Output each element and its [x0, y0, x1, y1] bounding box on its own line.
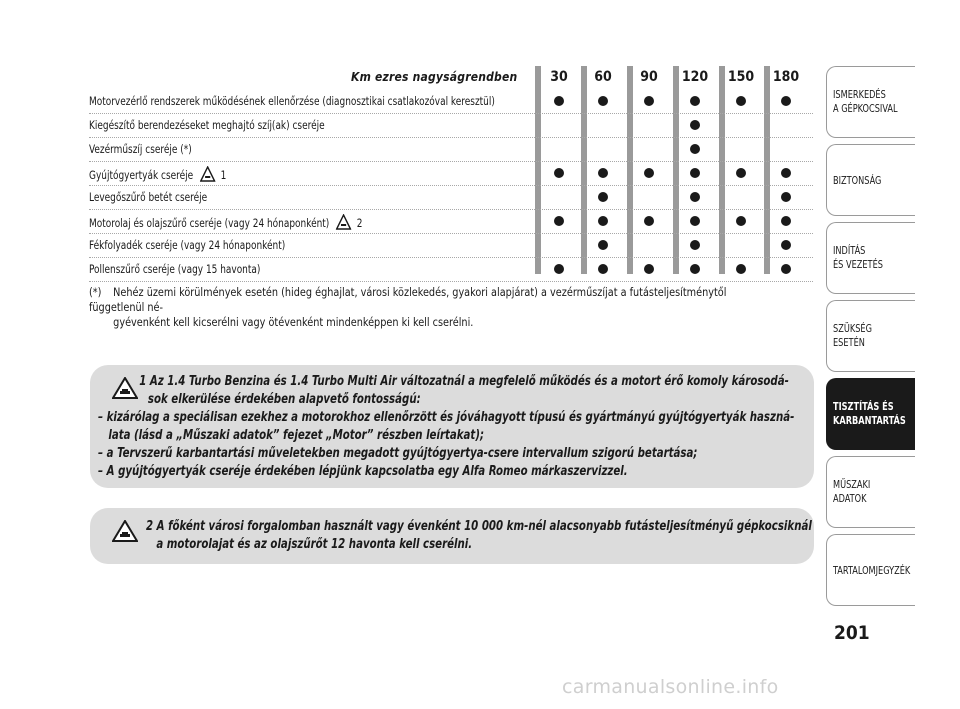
column-header-90: 90 [640, 69, 658, 85]
chapter-tab[interactable] [826, 300, 915, 372]
column-header-120: 120 [681, 69, 709, 85]
footnote-mark: (*) [89, 285, 102, 299]
car-lift-warning-icon [112, 520, 138, 546]
page-number: 201 [834, 622, 870, 644]
row-label [89, 142, 192, 156]
row-label-text: Levegőszűrő betét cseréje [89, 190, 208, 204]
footnote-line-1: Nehéz üzemi körülmények esetén (hideg éghajlat, városi közlekedés, gyakori alapjárat) a vezérműszíjat a futásteljesítménytől függetlenül né- [89, 285, 727, 314]
service-dot [736, 216, 746, 226]
row-label [89, 166, 226, 185]
service-dot [554, 216, 564, 226]
row-label [89, 262, 260, 276]
table-row [89, 138, 813, 162]
warning-2-text [146, 518, 812, 554]
service-dot [690, 216, 700, 226]
service-dot [781, 96, 791, 106]
service-dot [644, 168, 654, 178]
service-dot [554, 168, 564, 178]
table-row [89, 234, 813, 258]
chapter-tab-label: SZÜKSÉG [833, 323, 872, 335]
service-dot [598, 264, 608, 274]
row-label-text: Motorolaj és olajszűrő cseréje (vagy 24 hónaponként) [89, 216, 330, 230]
table-title: Km ezres nagyságrendben [351, 70, 518, 84]
service-dot [781, 168, 791, 178]
row-label-text: Pollenszűrő cseréje (vagy 15 havonta) [89, 262, 261, 276]
service-dot [690, 240, 700, 250]
service-dot [781, 264, 791, 274]
chapter-tab-label: ÉS VEZETÉS [833, 259, 883, 271]
column-header-60: 60 [594, 69, 612, 85]
service-dot [554, 96, 564, 106]
footnote [89, 285, 768, 330]
service-dot [690, 192, 700, 202]
service-dot [736, 264, 746, 274]
chapter-tab-label: TARTALOMJEGYZÉK [833, 565, 911, 577]
column-header-150: 150 [727, 69, 755, 85]
warning-1-line-2: sok elkerülése érdekében alapvető fontosságú: [147, 392, 421, 407]
service-dot [781, 216, 791, 226]
row-label-text: Vezérműszíj cseréje (*) [89, 142, 192, 156]
warning-2-line-1: 2 A főként városi forgalomban használt vagy évenként 10 000 km-nél alacsonyabb futásteljesítményű gépkocsiknál [146, 519, 812, 534]
chapter-tab-label: ISMERKEDÉS [833, 89, 886, 101]
chapter-tab-label: BIZTONSÁG [833, 175, 882, 187]
chapter-tab-label: ESETÉN [833, 337, 865, 349]
service-dot [690, 96, 700, 106]
service-dot [781, 192, 791, 202]
service-dot [690, 120, 700, 130]
row-label-text: Fékfolyadék cseréje (vagy 24 hónaponként) [89, 238, 286, 252]
row-label-text: Gyújtógyertyák cseréje [89, 168, 194, 182]
chapter-tab-label: ADATOK [833, 493, 867, 505]
car-lift-warning-icon [200, 166, 215, 185]
table-row [89, 90, 813, 114]
service-dot [736, 96, 746, 106]
chapter-tab[interactable] [826, 222, 915, 294]
watermark: carmanualsonline.info [562, 676, 779, 698]
service-dot [644, 96, 654, 106]
row-label [89, 238, 285, 252]
service-dot [598, 192, 608, 202]
row-label-text: Kiegészítő berendezéseket meghajtó szíj(ak) cseréje [89, 118, 325, 132]
warning-2-line-2: a motorolajat és az olajszűrőt 12 havonta kell cserélni. [156, 537, 473, 552]
chapter-tab-label: INDÍTÁS [833, 245, 866, 257]
service-dot [736, 168, 746, 178]
warning-1-text [98, 373, 794, 481]
service-dot [781, 240, 791, 250]
table-row [89, 210, 813, 234]
service-dot [690, 168, 700, 178]
chapter-tab[interactable] [826, 456, 915, 528]
warning-1-line-6: – A gyújtógyertyák cseréje érdekében lépjünk kapcsolatba egy Alfa Romeo márkaszervizzel. [98, 464, 628, 479]
service-dot [644, 264, 654, 274]
chapter-tab[interactable] [826, 378, 915, 450]
service-dot [644, 216, 654, 226]
chapter-tabs [826, 66, 915, 612]
service-dot [690, 264, 700, 274]
service-dot [690, 144, 700, 154]
row-label-text: Motorvezérlő rendszerek működésének ellenőrzése (diagnosztikai csatlakozóval keresztül) [89, 94, 495, 108]
service-dot [598, 216, 608, 226]
row-note-number: 1 [220, 168, 227, 182]
service-dot [554, 264, 564, 274]
chapter-tab-label: A GÉPKOCSIVAL [833, 103, 898, 115]
table-header [89, 66, 813, 90]
chapter-tab[interactable] [826, 534, 915, 606]
warning-1-line-3: – kizárólag a speciálisan ezekhez a motorokhoz ellenőrzött és jóváhagyott típusú és gyártmányú gyújtógyertyák haszná- [98, 410, 795, 425]
chapter-tab-label: MŰSZAKI [833, 479, 871, 491]
row-label [89, 214, 363, 233]
table-row [89, 258, 813, 282]
column-header-180: 180 [772, 69, 800, 85]
row-note-number: 2 [356, 216, 363, 230]
service-dot [598, 240, 608, 250]
warning-box-oil-change [90, 508, 814, 564]
car-lift-warning-icon [336, 214, 351, 233]
warning-1-line-4: lata (lásd a „Műszaki adatok” fejezet „Motor” részben leírtakat); [108, 428, 485, 443]
chapter-tab-label: TISZTÍTÁS ÉS [833, 401, 894, 413]
row-label [89, 118, 325, 132]
column-header-30: 30 [550, 69, 568, 85]
chapter-tab-label: KARBANTARTÁS [833, 415, 906, 427]
table-row [89, 114, 813, 138]
chapter-tab[interactable] [826, 66, 915, 138]
warning-1-line-1: 1 Az 1.4 Turbo Benzina és 1.4 Turbo Multi Air változatnál a megfelelő működés és a motort érő komoly károsodá- [139, 374, 789, 389]
footnote-line-2: gyévenként kell kicserélni vagy ötévenként mindenképpen ki kell cserélni. [113, 315, 474, 329]
table-row [89, 186, 813, 210]
row-label [89, 94, 495, 108]
service-dot [598, 96, 608, 106]
table-row [89, 162, 813, 186]
service-dot [598, 168, 608, 178]
maintenance-schedule-table [89, 66, 813, 282]
warning-1-line-5: – a Tervszerű karbantartási műveletekben megadott gyújtógyertya-csere intervallum szigorú betartása; [98, 446, 698, 461]
warning-box-spark-plugs [90, 365, 814, 488]
chapter-tab[interactable] [826, 144, 915, 216]
row-label [89, 190, 207, 204]
